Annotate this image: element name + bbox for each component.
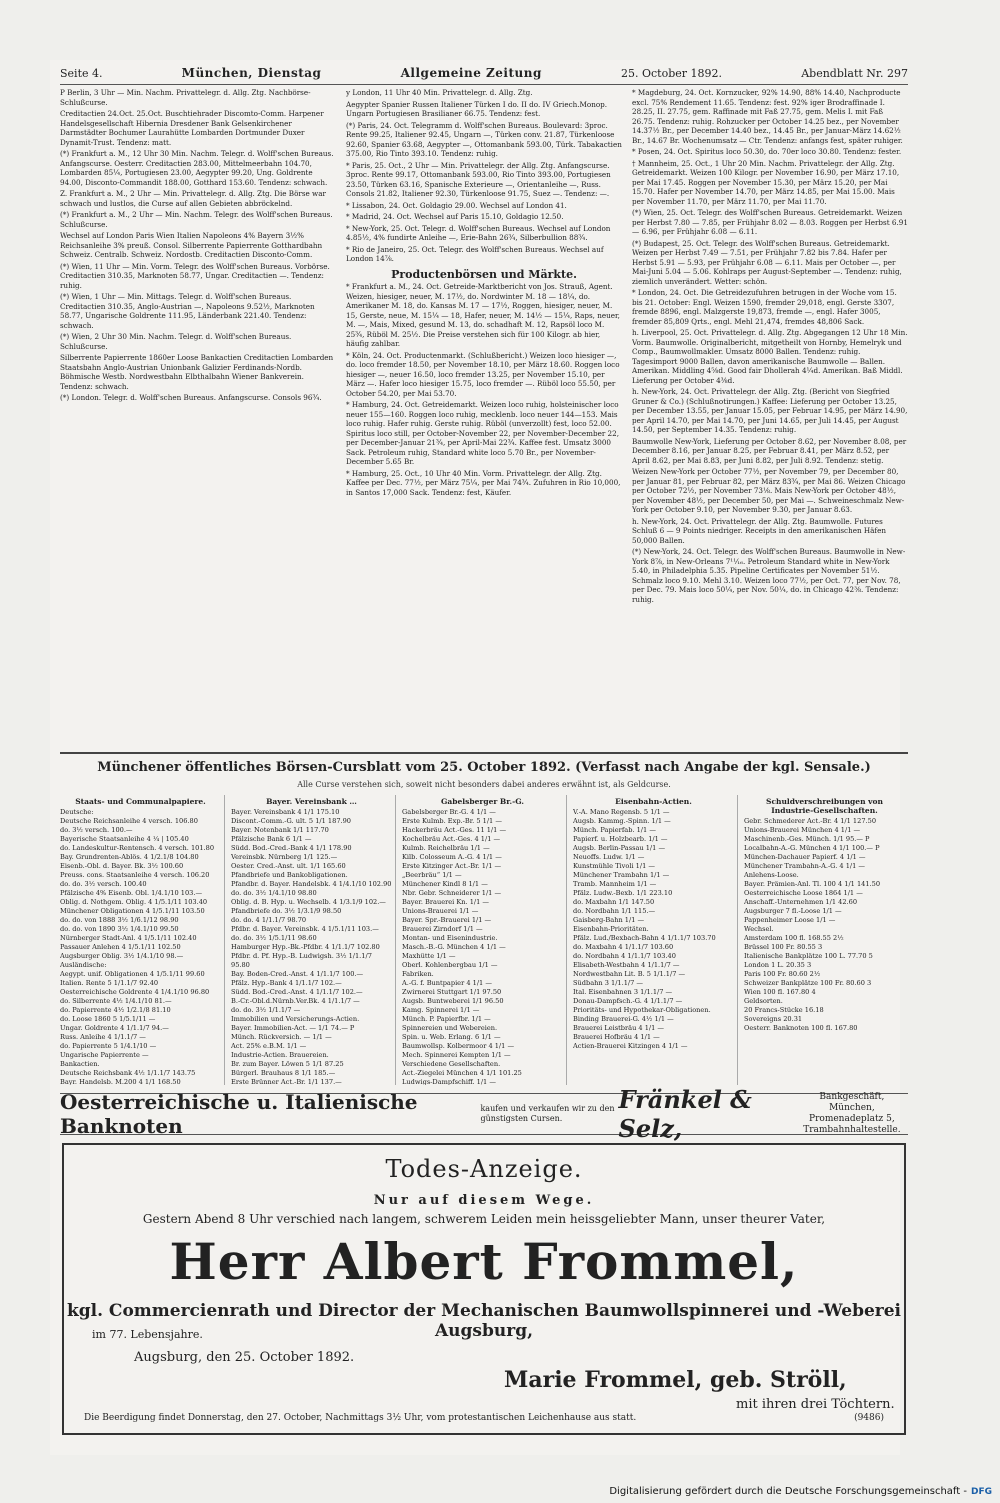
boerse-row: Münchener Trambahn-A.-G. 4 1/1 —	[744, 862, 865, 870]
boerse-row: Nürnberger Stadt-Anl. 4 1/5.1/11 102.40	[60, 934, 197, 942]
boerse-row: Pfandbr. d. Bayer. Handelsbk. 4 1/4.1/10 102.90	[231, 880, 392, 888]
issue-date: 25. October 1892.	[621, 66, 723, 80]
boerse-row: Vereinsbk. Nürnberg 1/1 125.—	[231, 853, 338, 861]
boerse-row: Fabriken.	[402, 970, 434, 978]
report-paragraph: h. New-York, 24. Oct. Privattelegr. der Allg. Ztg. Baumwolle. Futures Schluß 6 — 9 Points niedriger. Receipts in den amerikanischen Häfen 50,000 Ballen.	[632, 516, 886, 545]
boerse-row: Münch. Papierfab. 1/1 —	[573, 826, 656, 834]
boerse-row: Industrie-Actien. Brauereien.	[231, 1051, 329, 1059]
boerse-row: Bayer. Prämien-Anl. Tl. 100 4 1/1 141.50	[744, 880, 881, 888]
boerse-row: München-Dachauer Papierf. 4 1/1 —	[744, 853, 866, 861]
boerse-row: Kochelbräu Act.-Ges. 4 1/1 —	[402, 835, 501, 843]
boerse-column	[402, 795, 567, 1085]
boerse-row: Bay. Grundrenten-Ablös. 4 1/2.1/8 104.80	[60, 853, 199, 861]
boerse-row: Zwirnerei Stuttgart 1/1 97.50	[402, 988, 502, 996]
boerse-row: Montan- und Eisenindustrie.	[402, 934, 498, 942]
report-paragraph: (*) Frankfurt a. M., 12 Uhr 30 Min. Nachm. Telegr. d. Wolff'schen Bureaus. Anfangscurse. Oesterr. Creditactien 283.00, Mittelmeerbahn 104.70, Lombarden 85¼, Portugiesen 23.00, Aegypter 99.20, Ung. Goldrente 94.00, Disconto-Commandit 188.00, Gotthard 153.60. Tendenz: schwach.	[60, 149, 334, 187]
report-paragraph: Baumwolle New-York, Lieferung per October 8.62, per November 8.08, per December 8.16, per Januar 8.25, per Februar 8.41, per März 8.52, per April 8.62, per Mai 8.83, per Juni 8.82, per Juli 8.92. Tendenz: stetig.	[632, 436, 907, 465]
boerse-row: Mech. Spinnerei Kempten 1/1 —	[402, 1051, 511, 1059]
market-report-columns	[60, 88, 908, 728]
boerse-row: Augsburger 7 fl.-Loose 1/1 —	[744, 907, 842, 915]
report-paragraph: * Frankfurt a. M., 24. Oct. Getreide-Marktbericht von Jos. Strauß, Agent. Weizen, hiesiger, neuer, M. 17½, do. Nordwinter M. 18 — 18¼, do. Amerikaner M. 18, do. Kansas M. 17 — 17½, Roggen, hiesiger, neuer, M. 15, Gerste, neue, M. 15¼ — 18, Hafer, neuer, M. 14½ — 15¼, Raps, neuer, M. —, Mais, Mixed, gesund M. 13, do. schadhaft M. 12, Rapsöl loco M. 25¾, Rüböl M. 25½. Die Preise verstehen sich für 100 Kilogr. ab hier, häufig zahlbar.	[346, 282, 620, 348]
advert-banknotes: Oesterreichische u. Italienische Banknoten	[60, 1090, 418, 1138]
boerse-row: Pfdbr. d. Pf. Hyp.-B. Ludwigsh. 3½ 1/1.1/7 95.80	[231, 952, 372, 969]
deceased-name: Herr Albert Frommel,	[169, 1232, 799, 1291]
boerse-row: Italien. Rente 5 1/1.1/7 92.40	[60, 979, 159, 987]
report-paragraph: y London, 11 Uhr 40 Min. Privattelegr. d. Allg. Ztg.	[346, 88, 533, 97]
report-paragraph: Silberrente Papierrente 1860er Loose Bankactien Creditactien Lombarden Staatsbahn Anglo-Austrian Unionbank Galizier Ferdinands-Nordb. Böhmische Westb. Nordwestbahn Elbthalbahn Wiener Bankverein. Tendenz: schwach.	[60, 353, 334, 391]
boerse-row: Ausländische:	[60, 961, 107, 969]
boerse-row: Eisenbahn-Prioritäten.	[573, 925, 649, 933]
boerse-row: Papierf. u. Holzbearb. 1/1 —	[573, 835, 668, 843]
boerse-row: Kulmb. Reichelbräu 1/1 —	[402, 844, 490, 852]
funeral-text: Die Beerdigung findet Donnerstag, den 27. October, Nachmittags 3½ Uhr, vom protestantischen Leichenhause aus statt.	[84, 1413, 637, 1423]
boerse-row: Brüssel 100 Fr. 80.55 3	[744, 943, 823, 951]
boerse-row: Maschinenb.-Ges. Münch. 1/1 95.— P	[744, 835, 870, 843]
boerse-row: Bayer. Notenbank 1/1 117.70	[231, 826, 329, 834]
report-paragraph: Z. Frankfurt a. M., 2 Uhr — Min. Privattelegr. d. Allg. Ztg. Die Börse war schwach und lustlos, die Curse auf allen Gebieten abbröckelnd.	[60, 189, 326, 208]
boerse-row: V.-A. Mano Regensb. 5 1/1 —	[573, 808, 670, 816]
boerse-row: Pfälzische 4% Eisenb. Obl. 1/4.1/10 103.—	[60, 889, 203, 897]
deceased-age: im 77. Lebensjahre.	[92, 1328, 203, 1341]
report-paragraph: * Posen, 24. Oct. Spiritus loco 50.30, do. 70er loco 30.80. Tendenz: fester.	[632, 147, 902, 156]
boerse-row: Immobilien und Versicherungs-Actien.	[231, 1015, 360, 1023]
report-paragraph: (*) Wien, 11 Uhr — Min. Vorm. Telegr. des Wolff'schen Bureaus. Vorbörse. Creditactien 310.35, Marknoten 58.77, Ungar. Creditactien —. Tendenz: ruhig.	[60, 261, 330, 290]
boerse-row: Russ. Anleihe 4 1/1.1/7 —	[60, 1033, 146, 1041]
boerse-row: Augsb. Berlin-Passau 1/1 —	[573, 844, 666, 852]
dfg-logo: DFG	[970, 1486, 992, 1497]
boerse-row: Oesterreichische Loose 1864 1/1 —	[744, 889, 863, 897]
report-paragraph: h. New-York, 24. Oct. Privattelegr. der Allg. Ztg. (Bericht von Siegfried Gruner & Co.) (Schlußnotirungen.) Kaffee: Lieferung per October 13.25, per December 13.55, per Januar 15.05, per Februar 14.95, per März 14.90, per April 14.70, per Mai 14.70, per Juni 14.65, per Juli 14.45, per August 14.50, per September 14.35. Tendenz: ruhig.	[632, 387, 908, 434]
boerse-row: Verschiedene Gesellschaften.	[402, 1060, 501, 1068]
boerse-row: Bayer. Brauerei Kn. 1/1 —	[402, 898, 490, 906]
boerse-row: Pfandbriefe und Bankobligationen.	[231, 871, 348, 879]
boerse-row: Oblig. d. B. Hyp. u. Wechselb. 4 1/3.1/9 102.—	[231, 898, 386, 906]
report-column-2	[346, 88, 622, 728]
boerse-row: Schweizer Bankplätze 100 Fr. 80.60 3	[744, 979, 872, 987]
boerse-row: Deutsche Reichsbank 4½ 1/1.1/7 143.75	[60, 1069, 196, 1077]
report-paragraph: (*) Wien, 1 Uhr — Min. Mittags. Telegr. d. Wolff'schen Bureaus. Creditactien 310.35, Anglo-Austrian —, Napoleons 9.52½, Marknoten 58.77, Ungarische Goldrente 111.95, Länderbank 221.40. Tendenz: schwach.	[60, 292, 315, 330]
boerse-row: Gebr. Schmederer Act.-Br. 4 1/1 127.50	[744, 817, 877, 825]
boerse-row: Pfälz. Ludw.-Bexb. 1/1 223.10	[573, 889, 673, 897]
report-column-3	[632, 88, 908, 728]
boerse-row: Deutsche:	[60, 808, 94, 816]
boerse-row: Münchener Kindl 8 1/1 —	[402, 880, 488, 888]
boerse-row: Wien 100 fl. 167.80 4	[744, 988, 816, 996]
page-number: Seite 4.	[60, 66, 103, 80]
boerse-row: Br. zum Bayer. Löwen 5 1/1 87.25	[231, 1060, 344, 1068]
boerse-column	[744, 795, 908, 1085]
notice-funeral	[84, 1413, 884, 1423]
boerse-row: Ungar. Goldrente 4 1/1.1/7 94.—	[60, 1024, 169, 1032]
boerse-row: Bürgerl. Brauhaus 8 1/1 185.—	[231, 1069, 336, 1077]
boerse-row: do. Papierrente 4½ 1/2.1/8 81.10	[60, 1006, 171, 1014]
section-divider	[60, 752, 908, 754]
boerse-row: Bayer. Immobilien-Act. — 1/1 74.— P	[231, 1024, 355, 1032]
boerse-row: Neuoffs. Ludw. 1/1 —	[573, 853, 645, 861]
boerse-row: Pfdbr. d. Bayer. Vereinsbk. 4 1/5.1/11 103.—	[231, 925, 379, 933]
boerse-row: Münchener Obligationen 4 1/5.1/11 103.50	[60, 907, 205, 915]
boerse-row: Amsterdam 100 fl. 168.55 2½	[744, 934, 844, 942]
boerse-row: do. Nordbahn 1/1 115.—	[573, 907, 656, 915]
report-paragraph: h. Liverpool, 25. Oct. Privattelegr. d. Allg. Ztg. Abgegangen 12 Uhr 18 Min. Vorm. Baumwolle. Originalbericht, mitgetheilt von Hornby, Hemelryk und Comp., Baumwollmakler. Umsatz 8000 Ballen. Tendenz: ruhig. Tagesimport 9000 Ballen, davon amerikanische Baumwolle — Ballen. Amerikan. Middling 4⅝d. Good fair Dhollerah 4¼d. Amerikan. Baß Middl. Lieferung per October 4⅜d.	[632, 328, 908, 385]
boerse-title: Münchener öffentliches Börsen-Cursblatt vom 25. October 1892. (Verfasst nach Angabe der kgl. Sensale.)	[97, 760, 871, 775]
page-header	[60, 62, 908, 85]
boerse-row: Baumwollsp. Kolbermoor 4 1/1 —	[402, 1042, 515, 1050]
notice-subheading: Nur auf diesem Wege.	[373, 1193, 595, 1208]
bank-advert	[60, 1085, 908, 1143]
boerse-row: Oberl. Kohlenbergbau 1/1 —	[402, 961, 498, 969]
report-paragraph: * New-York, 25. Oct. Telegr. d. Wolff'schen Bureaus. Wechsel auf London 4.85½, 4% fundirte Anleihe —, Erie-Bahn 26¾, Silberbullion 88¾.	[346, 223, 611, 242]
boerse-row: do. Nordbahn 4 1/1.1/7 103.40	[573, 952, 676, 960]
boerse-column-heading: Bayer. Vereinsbank …	[266, 797, 357, 806]
boerse-row: Unions-Brauerei 1/1 —	[402, 907, 479, 915]
issue-number: Abendblatt Nr. 297	[801, 66, 908, 80]
boerse-row: do. Maxbahn 1/1 147.50	[573, 898, 655, 906]
deceased-role: kgl. Commercienrath und Director der Mechanischen Baumwollspinnerei und -Weberei Augsburg,	[66, 1301, 902, 1341]
report-paragraph: * Madrid, 24. Oct. Wechsel auf Paris 15.10, Goldagio 12.50.	[346, 212, 564, 221]
boerse-row: Eisenb.-Obl. d. Bayer. Bk. 3½ 100.60	[60, 862, 184, 870]
boerse-row: Sovereigns 20.31	[744, 1015, 803, 1023]
boerse-row: Erste Brünner Act.-Br. 1/1 137.—	[231, 1078, 342, 1085]
report-paragraph: * Lissabon, 24. Oct. Goldagio 29.00. Wechsel auf London 41.	[346, 200, 567, 210]
boerse-subtitle: Alle Curse verstehen sich, soweit nicht besonders dabei anderes erwähnt ist, als Geldcurse.	[297, 780, 671, 789]
boerse-row: do. do. 4 1/1.1/7 98.70	[231, 916, 307, 924]
boerse-row: Augsb. Kammg.-Spinn. 1/1 —	[573, 817, 671, 825]
boerse-row: Oblig. d. Nothgem. Oblig. 4 1/5.1/11 103.40	[60, 898, 208, 906]
report-paragraph: Weizen New-York per October 77½, per November 79, per December 80, per Januar 81, per Februar 82, per März 83¾, per Mai 86. Weizen Chicago per October 72½, per November 73⅛. Mais New-York per October 48½, per November 48½, per December 50, per Mai —. Schweineschmalz New-York per October 9.10, per November 9.30, per Januar 8.63.	[632, 467, 906, 514]
boerse-row: Ital. Eisenbahnen 3 1/1.1/7 —	[573, 988, 673, 996]
boerse-row: Pfandbriefe do. 3½ 1/3.1/9 98.50	[231, 907, 342, 915]
notice-widow: Marie Frommel, geb. Ströll,	[504, 1367, 847, 1393]
boerse-row: Südd. Bod.-Cred.-Bank 4 1/1 178.90	[231, 844, 352, 852]
notice-intro: Gestern Abend 8 Uhr verschied nach langem, schwerem Leiden mein heissgeliebter Mann, unser theurer Vater,	[142, 1212, 826, 1226]
report-paragraph: * Hamburg, 25. Oct., 10 Uhr 40 Min. Vorm. Privattelegr. der Allg. Ztg. Kaffee per Dec. 77½, per März 75¼, per Mai 74¾. Zufuhren in Rio 10,000, in Santos 17,000 Sack. Tendenz: fest, Käufer.	[346, 468, 621, 497]
notice-code: (9486)	[854, 1413, 884, 1423]
boerse-row: Bayerische Staatsanleihe 4 ¼ | 105.40	[60, 835, 189, 843]
boerse-row: Münch. Rückversich. — 1/1 —	[231, 1033, 332, 1041]
boerse-row: Bankactien.	[60, 1060, 100, 1068]
boerse-row: Geldsorten.	[744, 997, 783, 1005]
boerse-row: Tramb. Mannheim 1/1 —	[573, 880, 657, 888]
boerse-row: Brauerei Hofbräu 4 1/1 —	[573, 1033, 660, 1041]
boerse-row: Bay. Boden-Cred.-Anst. 4 1/1.1/7 100.—	[231, 970, 364, 978]
boerse-row: Oester. Cred.-Anst. ult. 1/1 165.60	[231, 862, 346, 870]
boerse-row: Südbahn 3 1/1.1/7 —	[573, 979, 644, 987]
boerse-row: Brauerei Leistbräu 4 1/1 —	[573, 1024, 664, 1032]
boerse-row: Hackerbräu Act.-Ges. 11 1/1 —	[402, 826, 507, 834]
boerse-row: Discont.-Comm.-G. ult. 5 1/1 187.90	[231, 817, 351, 825]
boerse-row: Donau-Dampfsch.-G. 4 1/1.1/7 —	[573, 997, 683, 1005]
boerse-column-heading: Staats- und Communalpapiere.	[75, 797, 206, 806]
section-heading: Productenbörsen und Märkte.	[391, 267, 577, 281]
report-paragraph: * Magdeburg, 24. Oct. Kornzucker, 92% 14.90, 88% 14.40, Nachproducte excl. 75% Rendement 11.65. Tendenz: fest. 92% iger Brodraffinade I. 28.25, II. 27.75, gem. Raffinade mit Faß 27.75, gem. Melis I. mit Faß 26.75. Tendenz: ruhig. Rohzucker per October 14.25 bez., per November 14.37½ Br., per December 14.40 bez., 14.45 Br., per Januar-März 14.62½ Br., 14.67 Br. Wochenumsatz — Ctr. Tendenz: anfangs fest, später ruhiger.	[632, 88, 903, 145]
boerse-row: do. do. von 1888 3½ 1/6.1/12 98.90	[60, 916, 179, 924]
notice-place-date: Augsburg, den 25. October 1892.	[134, 1350, 355, 1365]
boerse-row: do. Papierrente 5 1/4.1/10 —	[60, 1042, 157, 1050]
boerse-row: Oesterr. Banknoten 100 fl. 167.80	[744, 1024, 858, 1032]
report-paragraph: (*) London. Telegr. d. Wolff'schen Bureaus. Anfangscurse. Consols 96¾.	[60, 393, 322, 402]
report-paragraph: (*) Budapest, 25. Oct. Telegr. des Wolff'schen Bureaus. Getreidemarkt. Weizen per Herbst 7.49 — 7.51, per Frühjahr 7.82 bis 7.84. Hafer per Herbst 5.91 — 5.93, per Frühjahr 6.08 — 6.11. Mais per October —, per Mai-Juni 5.04 — 5.06. Kohlraps per August-September —. Tendenz: ruhig, ziemlich unverändert. Wetter: schön.	[632, 238, 902, 286]
boerse-row: Pfälzische Bank 6 1/1 —	[231, 835, 312, 843]
boerse-row: Brauerei Zirndorf 1/1 —	[402, 925, 483, 933]
boerse-row: Anlehens-Loose.	[744, 871, 799, 879]
boerse-row: Bayer. Spr.-Brauerei 1/1 —	[402, 916, 492, 924]
boerse-row: do. do. 3½ 1/1.1/7 —	[231, 1006, 301, 1014]
boerse-row: Act.-Ziegelei München 4 1/1 101.25	[402, 1069, 522, 1077]
boerse-row: Gaisberg-Bahn 1/1 —	[573, 916, 645, 924]
advert-address: Bankgeschäft, München, Promenadeplatz 5, Trambahnhaltestelle.	[803, 1092, 901, 1135]
boerse-column	[573, 795, 738, 1085]
footer-credit	[609, 1486, 992, 1497]
boerse-row: do. Maxbahn 4 1/1.1/7 103.60	[573, 943, 674, 951]
boerse-row: Ungarische Papierrente —	[60, 1051, 149, 1059]
report-paragraph: * Hamburg, 24. Oct. Getreidemarkt. Weizen loco ruhig, holsteinischer loco neuer 155—160. Roggen loco ruhig, mecklenb. loco neuer 144—153. Mais loco ruhig. Hafer ruhig. Gerste ruhig. Rüböl (unverzollt) fest, loco 52.00. Spiritus loco still, per October-November 22, per November-December 22, per December-Januar 21¾, per April-Mai 22¾. Kaffee fest. Umsatz 3000 Sack. Petroleum ruhig, Standard white loco 5.70 Br., per November-December 5.65 Br.	[346, 400, 619, 466]
boerse-row: Pfälz. Lud./Bexbach-Bahn 4 1/1.1/7 103.70	[573, 934, 716, 942]
report-paragraph: Creditactien 24.Oct. 25.Oct. Buschtiehrader Discomto-Comm. Harpener Handelsgesellschaft Hibernia Dresdener Bank Gelsenkirchener Darmstädter Bochumer Laurahütte Lombarden Dortmunder Duxer Dynamit-Trust. Tendenz: matt.	[60, 109, 324, 147]
advert-text: kaufen und verkaufen wir zu den günstigsten Cursen.	[480, 1104, 615, 1123]
boerse-row: London 1 L. 20.35 3	[744, 961, 812, 969]
boerse-row: do. do. von 1890 3½ 1/4.1/10 99.50	[60, 925, 179, 933]
report-column-1	[60, 88, 336, 728]
report-paragraph: (*) Frankfurt a. M., 2 Uhr — Min. Nachm. Telegr. des Wolff'schen Bureaus. Schlußcurse.	[60, 210, 333, 229]
boerse-row: Erste Kulmb. Exp.-Br. 5 1/1 —	[402, 817, 502, 825]
boerse-column-heading: Eisenbahn-Actien.	[615, 797, 692, 806]
boerse-row: 20 Francs-Stücke 16.18	[744, 1006, 824, 1014]
boerse-row: Bayer. Vereinsbank 4 1/1 175.10	[231, 808, 340, 816]
boerse-row: Erste Kitzinger Act.-Br. 1/1 —	[402, 862, 502, 870]
boerse-row: Pfälz. Hyp.-Bank 4 1/1.1/7 102.—	[231, 979, 342, 987]
boerse-row: Wechsel.	[744, 925, 774, 933]
boerse-row: Masch.-B.-G. München 4 1/1 —	[402, 943, 506, 951]
boerse-row: Passauer Anlehen 4 1/5.1/11 102.50	[60, 943, 181, 951]
boerse-row: Gabelsberger Br.-G. 4 1/1 —	[402, 808, 496, 816]
boerse-row: Münchener Trambahn 1/1 —	[573, 871, 670, 879]
boerse-row: Oesterreichische Goldrente 4 1/4.1/10 96.80	[60, 988, 210, 996]
boerse-row: Binding Brauerei-G. 4½ 1/1 —	[573, 1015, 674, 1023]
notice-children: mit ihren drei Töchtern.	[736, 1397, 895, 1412]
report-paragraph: (*) Wien, 2 Uhr 30 Min. Nachm. Telegr. d. Wolff'schen Bureaus. Schlußcurse.	[60, 332, 292, 351]
boerse-row: Unions-Brauerei München 4 1/1 —	[744, 826, 861, 834]
boerse-row: Actien-Brauerei Kitzingen 4 1/1 —	[573, 1042, 688, 1050]
boerse-table	[60, 795, 908, 1085]
boerse-row: Preuss. cons. Staatsanleihe 4 versch. 106.20	[60, 871, 210, 879]
boerse-row: Aegypt. unif. Obligationen 4 1/5.1/11 99.60	[60, 970, 205, 978]
boerse-row: do. Loose 1860 5 1/5.1/11 —	[60, 1015, 156, 1023]
boerse-row: do. do. 3½ 1/5.1/11 98.60	[231, 934, 317, 942]
boerse-row: Südd. Bod.-Cred.-Anst. 4 1/1.1/7 102.—	[231, 988, 363, 996]
boerse-row: Nbr. Gebr. Schneiderer 1/1 —	[402, 889, 502, 897]
boerse-row: Anschaff.-Unternehmen 1/1 42.60	[744, 898, 858, 906]
report-paragraph: P Berlin, 3 Uhr — Min. Nachm. Privattelegr. d. Allg. Ztg. Nachbörse-Schlußcurse.	[60, 88, 311, 107]
boerse-row: Spinnereien und Webereien.	[402, 1024, 498, 1032]
boerse-column-heading: Schuldverschreibungen von Industrie-Gesellschaften.	[766, 797, 883, 815]
boerse-row: Localbahn-A.-G. München 4 1/1 100.— P	[744, 844, 880, 852]
report-paragraph: * Paris, 25. Oct., 2 Uhr — Min. Privattelegr. der Allg. Ztg. Anfangscurse. 3proc. Rente 99.17, Ottomanbank 593.00, Rio Tinto 393.00, Portugiesen 23.50, Türken 63.16, Spanische Exterieure —, Orientanleihe —, Russ. Consols 21.82, Italiener 92.30, Türkenloose 91.75, Suez —. Tendenz: —.	[346, 160, 611, 198]
report-paragraph: (*) Paris, 24. Oct. Telegramm d. Wolff'schen Bureaus. Boulevard: 3proc. Rente 99.25, Italiener 92.45, Ungarn —, Türken conv. 21.87, Türkenloose 92.60, Spanier 63.68, Aegypter —, Ottomanbank 593.00, Türk. Tabakactien 375.00, Rio Tinto 393.10. Tendenz: ruhig.	[346, 120, 622, 158]
boerse-row: Münch. P. Papierfbr. 1/1 —	[402, 1015, 491, 1023]
boerse-column	[231, 795, 396, 1085]
boerse-row: do. do. 3½ 1/4.1/10 98.80	[231, 889, 317, 897]
boerse-row: Pappenheimer Loose 1/1 —	[744, 916, 836, 924]
boerse-row: Prioritäts- und Hypothekar-Obligationen.	[573, 1006, 711, 1014]
report-paragraph: (*) New-York, 24. Oct. Telegr. des Wolff'schen Bureaus. Baumwolle in New-York 8⅞, in New-Orleans 7¹¹⁄₁₆. Petroleum Standard white in New-York 5.40, in Philadelphia 5.35. Pipeline Certificates per November 51½. Schmalz loco 9.10. Mehl 3.10. Weizen loco 77½, per Oct. 77, per Nov. 78, per Dec. 79. Mais loco 50¼, per Nov. 50¼, do. in Chicago 42⅜. Tendenz: ruhig.	[632, 547, 906, 604]
boerse-row: Spin. u. Web. Erlang. 6 1/1 —	[402, 1033, 501, 1041]
report-paragraph: † Mannheim, 25. Oct., 1 Uhr 20 Min. Nachm. Privattelegr. der Allg. Ztg. Getreidemarkt. Weizen 100 Kilogr. per November 16.90, per März 17.10, per Mai 17.45. Roggen per November 15.30, per März 15.20, per Mai 15.70. Hafer per November 14.70, per März 14.85, per Mai 15.00. Mais per November 11.70, per März 11.70, per Mai 11.70.	[632, 158, 900, 206]
report-paragraph: (*) Wien, 25. Oct. Telegr. des Wolff'schen Bureaus. Getreidemarkt. Weizen per Herbst 7.80 — 7.85, per Frühjahr 8.02 — 8.03. Roggen per Herbst 6.91 — 6.96, per Frühjahr 6.08 — 6.11.	[632, 208, 908, 236]
notice-heading: Todes-Anzeige.	[385, 1155, 583, 1183]
boerse-row: Deutsche Reichsanleihe 4 versch. 106.80	[60, 817, 198, 825]
boerse-row: Nordwestbahn Lit. B. 5 1/1.1/7 —	[573, 970, 686, 978]
report-paragraph: * Rio de Janeiro, 25. Oct. Telegr. des Wolff'schen Bureaus. Wechsel auf London 14⅞.	[346, 244, 604, 263]
advert-firm: Fränkel & Selz,	[618, 1085, 752, 1143]
boerse-row: A.-G. f. Buntpapier 4 1/1 —	[402, 979, 492, 987]
boerse-row: do. do. 3½ versch. 100.40	[60, 880, 147, 888]
boerse-column	[60, 795, 225, 1085]
boerse-row: Kilb. Colosseum A.-G. 4 1/1 —	[402, 853, 502, 861]
boerse-row: „Beerbräu“ 1/1 —	[402, 871, 462, 879]
boerse-row: Augsb. Buntweberei 1/1 96.50	[402, 997, 504, 1005]
boerse-row: Act. 25% e.B.M. 1/1 —	[231, 1042, 307, 1050]
report-paragraph: * Köln, 24. Oct. Productenmarkt. (Schlußbericht.) Weizen loco hiesiger —, do. loco fremder 18.50, per November 18.10, per März 18.60. Roggen loco hiesiger —, neuer 16.50, loco fremder 13.25, per November 15.10, per März —. Hafer loco hiesiger 15.75, loco fremder —. Rüböl loco 55.50, per October 54.20, per Mai 53.70.	[346, 350, 620, 398]
boerse-row: do. Silberrente 4½ 1/4.1/10 81.—	[60, 997, 172, 1005]
boerse-row: Elisabeth-Westbahn 4 1/1.1/7 —	[573, 961, 680, 969]
report-paragraph: Aegypter Spanier Russen Italiener Türken I do. II do. IV Griech.Monop. Ungarn Portugiesen Brasilianer 66.75. Tendenz: fest.	[346, 99, 608, 118]
report-paragraph: Wechsel auf London Paris Wien Italien Napoleons 4% Bayern 3½% Reichsanleihe 3% preuß. Consol. Silberrente Papierrente Gotthardbahn Schweiz. Centralb. Schweiz. Nordostb. Creditactien Disconto-Comm.	[60, 231, 323, 259]
city-day: München, Dienstag	[181, 66, 322, 80]
boerse-row: B.-Cr.-Obl.d.Nürnb.Ver.Bk. 4 1/1.1/7 —	[231, 997, 360, 1005]
boerse-column-heading: Gabelsberger Br.-G.	[441, 797, 524, 806]
boerse-row: Kamg. Spinnerei 1/1 —	[402, 1006, 480, 1014]
boerse-row: do. Landeskultur-Rentensch. 4 versch. 101.80	[60, 844, 215, 852]
boerse-row: do. 3½ versch. 100.—	[60, 826, 133, 834]
newspaper-title: Allgemeine Zeitung	[400, 66, 542, 80]
boerse-row: Hamburger Hyp.-Bk.-Pfdbr. 4 1/1.1/7 102.80	[231, 943, 380, 951]
boerse-row: Maxhütte 1/1 —	[402, 952, 456, 960]
boerse-row: Augsburger Oblig. 3½ 1/4.1/10 98.—	[60, 952, 184, 960]
boerse-row: Italienische Bankplätze 100 L. 77.70 5	[744, 952, 873, 960]
boerse-row: Paris 100 Fr. 80.60 2½	[744, 970, 821, 978]
boerse-row: Bayr. Handelsb. M.200 4 1/1 168.50	[60, 1078, 181, 1085]
report-paragraph: * London, 24. Oct. Die Getreidezufuhren betrugen in der Woche vom 15. bis 21. October: Engl. Weizen 1590, fremder 29,018, engl. Gerste 3307, fremde 8896, engl. Malzgerste 19,873, fremde —, engl. Hafer 3005, fremder 85,809 Qrts., engl. Mehl 21,474, fremdes 48,806 Sack.	[632, 288, 897, 326]
footer-text: Digitalisierung gefördert durch die Deutsche Forschungsgemeinschaft -	[609, 1486, 967, 1497]
boerse-row: Ludwigs-Dampfschiff. 1/1 —	[402, 1078, 496, 1085]
boerse-row: Kunstmühle Tivoli 1/1 —	[573, 862, 655, 870]
death-notice	[62, 1143, 906, 1435]
